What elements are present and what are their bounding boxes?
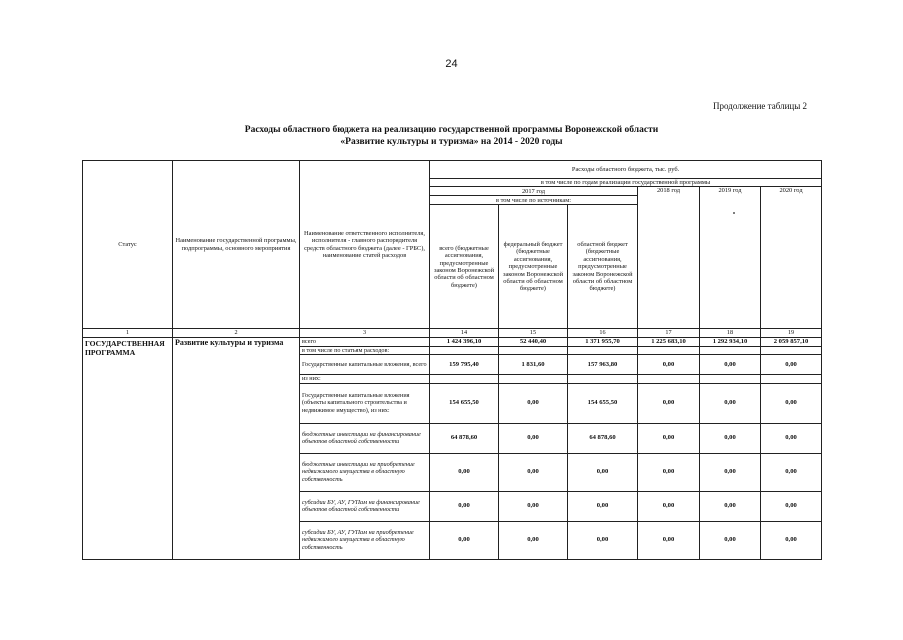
- value-federal: 0,00: [499, 491, 568, 521]
- table-continuation-note: Продолжение таблицы 2: [713, 101, 807, 111]
- value-federal: 0,00: [499, 423, 568, 453]
- empty-cell: [761, 375, 822, 383]
- colnum-17: 17: [638, 329, 700, 337]
- value-2019: 0,00: [700, 491, 761, 521]
- value-federal: 0,00: [499, 521, 568, 559]
- row-label: субсидии БУ, АУ, ГУПам на финансирование объектов областной собственности: [300, 491, 430, 521]
- value-2018: 1 225 683,10: [638, 337, 700, 346]
- scan-dot: [733, 212, 735, 214]
- table-row: [83, 337, 822, 346]
- empty-cell: [499, 346, 568, 354]
- value-total: 154 655,50: [430, 383, 499, 423]
- document-title: [0, 124, 903, 148]
- value-federal: 0,00: [499, 383, 568, 423]
- value-2020: 0,00: [761, 423, 822, 453]
- colnum-16: 16: [568, 329, 638, 337]
- value-regional: 0,00: [568, 453, 638, 491]
- title-line-2: «Развитие культуры и туризма» на 2014 - 2020 годы: [340, 137, 563, 147]
- value-total: 0,00: [430, 521, 499, 559]
- value-2019: 0,00: [700, 521, 761, 559]
- row-label: из них:: [300, 375, 430, 383]
- value-2019: 0,00: [700, 383, 761, 423]
- header-status: Статус: [83, 161, 173, 329]
- empty-cell: [700, 346, 761, 354]
- colnum-15: 15: [499, 329, 568, 337]
- empty-cell: [761, 346, 822, 354]
- colnum-2: 2: [173, 329, 300, 337]
- value-2019: 0,00: [700, 423, 761, 453]
- empty-cell: [499, 375, 568, 383]
- colnum-1: 1: [83, 329, 173, 337]
- empty-cell: [430, 375, 499, 383]
- value-2019: 0,00: [700, 355, 761, 375]
- colnum-3: 3: [300, 329, 430, 337]
- value-2018: 0,00: [638, 423, 700, 453]
- empty-cell: [568, 346, 638, 354]
- header-year-2020: 2020 год: [761, 187, 822, 329]
- value-2020: 0,00: [761, 521, 822, 559]
- program-name-cell: Развитие культуры и туризма: [173, 337, 300, 559]
- value-federal: 1 831,60: [499, 355, 568, 375]
- value-2018: 0,00: [638, 491, 700, 521]
- value-2020: 2 059 857,10: [761, 337, 822, 346]
- value-2018: 0,00: [638, 355, 700, 375]
- budget-table: [82, 160, 822, 560]
- row-label: субсидии БУ, АУ, ГУПам на приобретение недвижимого имущества в областную собственность: [300, 521, 430, 559]
- empty-cell: [430, 346, 499, 354]
- row-label: бюджетные инвестиции на приобретение недвижимого имущества в областную собственность: [300, 453, 430, 491]
- value-2018: 0,00: [638, 383, 700, 423]
- value-2018: 0,00: [638, 453, 700, 491]
- value-2019: 0,00: [700, 453, 761, 491]
- title-line-1: Расходы областного бюджета на реализацию государственной программы Воронежской области: [244, 125, 659, 135]
- value-2020: 0,00: [761, 491, 822, 521]
- value-federal: 52 440,40: [499, 337, 568, 346]
- value-2020: 0,00: [761, 383, 822, 423]
- value-total: 0,00: [430, 453, 499, 491]
- row-label: всего: [300, 337, 430, 346]
- colnum-18: 18: [700, 329, 761, 337]
- value-regional: 0,00: [568, 491, 638, 521]
- value-regional: 157 963,80: [568, 355, 638, 375]
- header-federal-col: федеральный бюджет (бюджетные ассигнования, предусмотренные законом Воронежской области об областном бюджете): [499, 205, 568, 329]
- row-label: бюджетные инвестиции на финансирование объектов областной собственности: [300, 423, 430, 453]
- value-regional: 64 878,60: [568, 423, 638, 453]
- value-regional: 0,00: [568, 521, 638, 559]
- header-expenses: Расходы областного бюджета, тыс. руб.: [430, 161, 822, 179]
- empty-cell: [568, 375, 638, 383]
- header-by-years: в том числе по годам реализации государственной программы: [430, 179, 822, 187]
- header-year-2018: 2018 год: [638, 187, 700, 329]
- value-regional: 1 371 955,70: [568, 337, 638, 346]
- status-cell: ГОСУДАРСТВЕННАЯ ПРОГРАММА: [83, 337, 173, 559]
- value-total: 64 878,60: [430, 423, 499, 453]
- value-federal: 0,00: [499, 453, 568, 491]
- year-2019-label: 2019 год: [718, 187, 742, 195]
- empty-cell: [638, 375, 700, 383]
- value-regional: 154 655,50: [568, 383, 638, 423]
- header-executor-name: Наименование ответственного исполнителя, исполнителя - главного распорядителя средств областного бюджета (далее - ГРБС), наименование статей расходов: [300, 161, 430, 329]
- value-2020: 0,00: [761, 453, 822, 491]
- row-label: Государственные капитальные вложения, всего: [300, 355, 430, 375]
- header-year-2019: [700, 187, 761, 329]
- header-program-name: Наименование государственной программы, подпрограммы, основного мероприятия: [173, 161, 300, 329]
- empty-cell: [700, 375, 761, 383]
- value-total: 0,00: [430, 491, 499, 521]
- colnum-14: 14: [430, 329, 499, 337]
- header-by-sources: в том числе по источникам:: [430, 196, 638, 205]
- header-regional-col: областной бюджет (бюджетные ассигнования, предусмотренные законом Воронежской области об областном бюджете): [568, 205, 638, 329]
- value-2020: 0,00: [761, 355, 822, 375]
- colnum-19: 19: [761, 329, 822, 337]
- header-total-col: всего (бюджетные ассигнования, предусмотренные законом Воронежской области об областном бюджете): [430, 205, 499, 329]
- value-total: 1 424 396,10: [430, 337, 499, 346]
- row-label: Государственные капитальные вложения (объекты капитального строительства и недвижимое имущество), из них:: [300, 383, 430, 423]
- row-label: в том числе по статьям расходов:: [300, 346, 430, 354]
- value-2018: 0,00: [638, 521, 700, 559]
- header-year-2017: 2017 год: [430, 187, 638, 196]
- value-2019: 1 292 934,10: [700, 337, 761, 346]
- value-total: 159 795,40: [430, 355, 499, 375]
- empty-cell: [638, 346, 700, 354]
- page-number: 24: [445, 58, 458, 70]
